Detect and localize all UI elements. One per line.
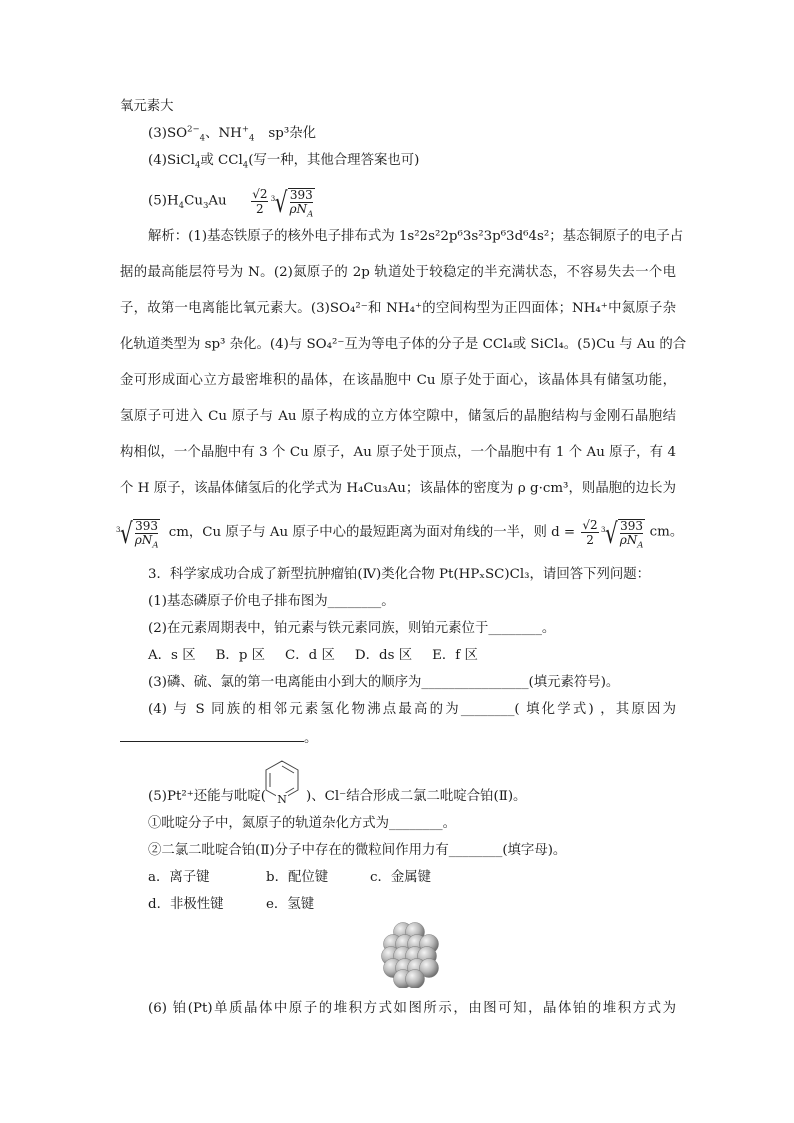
analysis-line-4: 化轨道类型为 sp³ 杂化。(4)与 SO₄²⁻互为等电子体的分子是 CCl₄或 SiCl₄。(5)Cu 与 Au 的合: [120, 337, 687, 352]
option-b: b．配位键: [266, 870, 329, 885]
subscript: 4: [242, 160, 249, 171]
option-e: E．f 区: [432, 648, 478, 663]
root-numerator: 393: [135, 518, 159, 533]
fraction: [251, 187, 268, 216]
cube-root: 3 √ 393 $\rho N_A$: [605, 512, 645, 552]
text-run: 。: [304, 731, 318, 746]
question-part-5-2: ②二氯二吡啶合铂(Ⅱ)分子中存在的微粒间作用力有________(填字母)。: [148, 843, 567, 858]
answer-blank: [120, 728, 304, 742]
root-numerator: 393: [620, 518, 643, 533]
root-index: 3: [116, 526, 121, 534]
analysis-line-6: 氢原子可进入 Cu 原子与 Au 原子构成的立方体空隙中，储氢后的晶胞结构与金刚石晶胞结: [120, 409, 676, 424]
question-part-5-options-row-2: [148, 896, 314, 914]
root-denominator: ρN: [619, 532, 638, 547]
fraction: [581, 518, 598, 547]
question-part-5: [148, 788, 526, 806]
answer-line-4: [148, 184, 315, 218]
analysis-line-1: 解析：(1)基态铁原子的核外电子排布式为 1s²2s²2p⁶3s²3p⁶3d⁶4s²；基态铜原子的电子占: [148, 229, 684, 244]
superscript: +: [241, 124, 249, 135]
option-c: C．d 区: [285, 648, 335, 663]
pyridine-nitrogen-label: N: [277, 793, 287, 806]
text-run: (5)Pt²⁺还能与吡啶(: [148, 789, 266, 804]
cube-root: 3 √ 393 $\rho N_A$: [120, 512, 160, 552]
question-part-3: (3)磷、硫、氯的第一电离能由小到大的顺序为________________(填元素符号)。: [148, 675, 620, 690]
text-run: (3)SO: [148, 126, 188, 141]
text-run: sp³杂化: [268, 126, 317, 141]
root-denominator: ρN: [134, 532, 153, 547]
text-run: (5)H: [148, 193, 179, 209]
subscript: 4: [178, 201, 185, 212]
question-stem: 3．科学家成功合成了新型抗肿瘤铂(Ⅳ)类化合物 Pt(HPₓSC)Cl₃，请回答下列问题：: [148, 567, 651, 582]
option-a: A．s 区: [148, 648, 196, 663]
option-d: d．非极性键: [148, 897, 224, 912]
text-run: cm，Cu 原子与 Au 原子中心的最短距离为面对角线的一半，则 d =: [168, 524, 576, 540]
analysis-line-9: [116, 512, 684, 552]
fraction-numerator: √2: [582, 517, 598, 532]
analysis-line-3: 子，故第一电离能比氧元素大。(3)SO₄²⁻和 NH₄⁺的空间构型为正四面体；NH₄⁺中氮原子杂: [120, 301, 676, 316]
text-run: )、Cl⁻结合形成二氯二吡啶合铂(Ⅱ)。: [305, 789, 527, 804]
analysis-line-8: 个 H 原子，该晶体储氢后的化学式为 H₄Cu₃Au；该晶体的密度为 ρ g·cm³，则晶胞的边长为: [120, 481, 676, 496]
root-index: 3: [600, 526, 606, 534]
text-run: Au: [208, 193, 227, 209]
subscript: 3: [202, 201, 209, 212]
root-index: 3: [270, 195, 276, 203]
root-denominator: ρN: [289, 201, 308, 216]
question-part-2-options: [148, 647, 478, 665]
option-b: B．p 区: [215, 648, 266, 663]
fraction-numerator: √2: [252, 186, 268, 201]
subscript: A: [637, 539, 644, 550]
subscript: A: [152, 539, 159, 550]
cube-root: 3 √ 393 $\rho N_A$: [275, 184, 315, 218]
fraction-denominator: 2: [586, 532, 594, 547]
analysis-line-2: 据的最高能层符号为 N。(2)氮原子的 2p 轨道处于较稳定的半充满状态，不容易失去一个电: [120, 265, 676, 280]
question-part-6: (6) 铂(Pt)单质晶体中原子的堆积方式如图所示，由图可知，晶体铂的堆积方式为: [148, 1001, 676, 1016]
option-a: a．离子键: [148, 870, 210, 885]
answer-line-3: [148, 152, 419, 170]
question-part-5-1: ①吡啶分子中，氮原子的轨道杂化方式为________。: [148, 816, 456, 831]
analysis-line-7: 构相似，一个晶胞中有 3 个 Cu 原子，Au 原子处于顶点，一个晶胞中有 1 个 Au 原子，有 4: [120, 445, 676, 460]
text-run: Cu: [184, 193, 203, 209]
question-part-4: (4) 与 S 同族的相邻元素氢化物沸点最高的为________( 填化学式) ，其原因为: [148, 702, 676, 717]
subscript: 4: [249, 133, 255, 144]
subscript: A: [307, 208, 314, 219]
platinum-packing-figure: [380, 922, 440, 988]
option-e: e．氢键: [266, 897, 315, 912]
text-run: cm。: [649, 524, 684, 540]
option-c: c．金属键: [370, 870, 432, 885]
fraction-denominator: 2: [256, 201, 264, 216]
superscript: 2−: [187, 124, 200, 135]
atom-sphere: [406, 970, 425, 989]
question-part-2: (2)在元素周期表中，铂元素与铁元素同族，则铂元素位于________。: [148, 621, 556, 636]
question-part-4-cont: [120, 728, 676, 748]
answer-line-1: 氧元素大: [120, 99, 174, 114]
subscript: 4: [199, 133, 206, 144]
option-d: D．ds 区: [354, 648, 413, 663]
text-run: 或 CCl: [200, 153, 243, 168]
answer-line-2: [148, 125, 316, 143]
question-part-1: (1)基态磷原子价电子排布图为________。: [148, 594, 395, 609]
analysis-line-5: 金可形成面心立方最密堆积的晶体，在该晶胞中 Cu 原子处于面心，该晶体具有储氢功能，: [120, 373, 676, 388]
root-numerator: 393: [289, 187, 313, 202]
question-part-5-options-row-1: [148, 869, 431, 887]
text-run: (写一种，其他合理答案也可): [248, 153, 420, 168]
subscript: 4: [194, 160, 201, 171]
text-run: 、NH: [205, 126, 242, 141]
text-run: (4)SiCl: [148, 153, 195, 168]
